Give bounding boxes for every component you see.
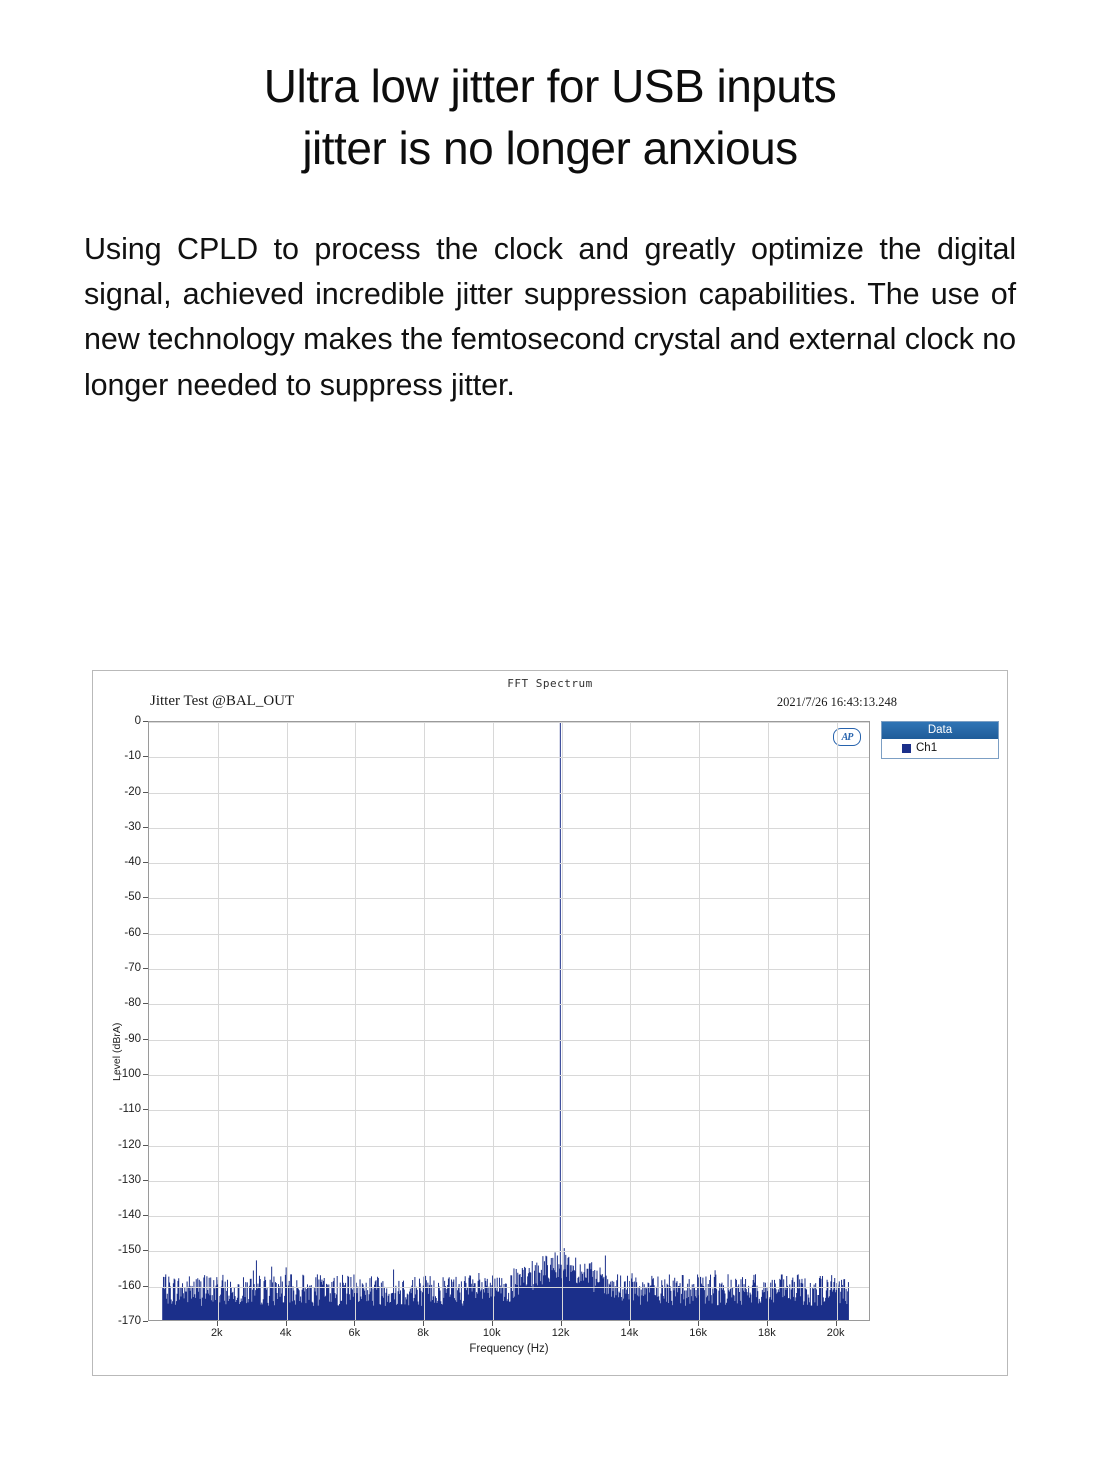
y-tick-label: -160	[117, 1279, 141, 1292]
legend-swatch-ch1	[902, 744, 911, 753]
page-title	[0, 0, 1100, 179]
y-tick-label: -50	[124, 891, 141, 904]
y-tick-mark	[143, 827, 148, 828]
legend	[881, 721, 999, 759]
page-title-line-2: jitter is no longer anxious	[302, 122, 798, 175]
y-tick-mark	[143, 721, 148, 722]
gridline-horizontal	[149, 1181, 869, 1182]
y-tick-label: -140	[117, 1209, 141, 1222]
y-tick-mark	[143, 1286, 148, 1287]
gridline-horizontal	[149, 934, 869, 935]
y-tick-label: -80	[124, 997, 141, 1010]
x-tick-mark	[767, 1321, 768, 1326]
y-tick-mark	[143, 1321, 148, 1322]
y-tick-label: -150	[117, 1244, 141, 1257]
x-tick-mark	[561, 1321, 562, 1326]
gridline-horizontal	[149, 969, 869, 970]
y-tick-mark	[143, 968, 148, 969]
gridline-horizontal	[149, 1216, 869, 1217]
y-tick-label: -10	[124, 750, 141, 763]
y-tick-mark	[143, 1180, 148, 1181]
page-title-line-1: Ultra low jitter for USB inputs	[263, 60, 837, 112]
x-tick-label: 8k	[417, 1327, 429, 1339]
gridline-horizontal	[149, 1075, 869, 1076]
gridline-horizontal	[149, 863, 869, 864]
x-axis-label: Frequency (Hz)	[469, 1343, 549, 1355]
body-paragraph: Using CPLD to process the clock and greatly optimize the digital signal, achieved incredible jitter suppression capabilities. The use of new technology makes the femtosecond crystal and external clock no longer needed to suppress jitter.	[84, 232, 1016, 402]
chart-measurement-label: Jitter Test @BAL_OUT	[150, 693, 295, 709]
gridline-vertical	[424, 722, 425, 1320]
gridline-vertical	[287, 722, 288, 1320]
legend-item	[882, 739, 998, 758]
gridline-vertical	[699, 722, 700, 1320]
y-tick-label: 0	[134, 715, 141, 727]
x-tick-mark	[354, 1321, 355, 1326]
y-tick-label: -40	[124, 856, 141, 869]
gridline-vertical	[837, 722, 838, 1320]
gridline-horizontal	[149, 1287, 869, 1288]
legend-header: Data	[882, 722, 998, 739]
y-tick-label: -110	[118, 1103, 141, 1116]
gridline-vertical	[218, 722, 219, 1320]
plot-area	[148, 721, 870, 1321]
x-tick-label: 18k	[757, 1327, 776, 1339]
gridline-horizontal	[149, 828, 869, 829]
y-tick-label: -130	[117, 1173, 141, 1186]
gridline-vertical	[493, 722, 494, 1320]
y-tick-label: -120	[117, 1138, 141, 1151]
y-tick-label: -30	[124, 820, 141, 833]
y-tick-label: -20	[124, 785, 141, 798]
x-tick-label: 14k	[620, 1327, 639, 1339]
x-tick-label: 10k	[482, 1327, 501, 1339]
y-tick-mark	[143, 1074, 148, 1075]
gridline-horizontal	[149, 1004, 869, 1005]
y-tick-mark	[143, 1109, 148, 1110]
x-tick-mark	[629, 1321, 630, 1326]
gridline-horizontal	[149, 1110, 869, 1111]
y-tick-label: -100	[117, 1067, 141, 1080]
gridline-horizontal	[149, 1251, 869, 1252]
y-tick-mark	[143, 1215, 148, 1216]
y-tick-mark	[143, 1145, 148, 1146]
y-tick-mark	[143, 792, 148, 793]
y-tick-label: -170	[117, 1315, 141, 1327]
gridline-vertical	[768, 722, 769, 1320]
chart-timestamp: 2021/7/26 16:43:13.248	[776, 695, 897, 709]
y-tick-mark	[143, 1250, 148, 1251]
y-tick-mark	[143, 1039, 148, 1040]
x-tick-label: 4k	[279, 1327, 292, 1339]
x-tick-mark	[423, 1321, 424, 1326]
gridline-horizontal	[149, 1040, 869, 1041]
gridline-horizontal	[149, 1146, 869, 1147]
x-tick-mark	[492, 1321, 493, 1326]
x-tick-label: 20k	[826, 1327, 845, 1339]
x-tick-label: 2k	[210, 1327, 223, 1339]
x-tick-mark	[836, 1321, 837, 1326]
x-tick-label: 16k	[689, 1327, 707, 1339]
x-tick-mark	[698, 1321, 699, 1326]
gridline-vertical	[630, 722, 631, 1320]
ap-logo-icon: AP	[833, 728, 861, 746]
gridline-horizontal	[149, 898, 869, 899]
y-axis-label: Level (dBrA)	[111, 1022, 123, 1081]
x-tick-label: 12k	[551, 1327, 570, 1339]
gridline-vertical	[355, 722, 356, 1320]
y-tick-mark	[143, 933, 148, 934]
x-tick-mark	[286, 1321, 287, 1326]
y-tick-label: -60	[124, 926, 141, 939]
y-tick-mark	[143, 1003, 148, 1004]
x-tick-mark	[217, 1321, 218, 1326]
gridline-vertical	[562, 722, 563, 1320]
y-tick-label: -70	[124, 962, 141, 975]
chart-title: FFT Spectrum	[507, 677, 593, 690]
y-tick-mark	[143, 862, 148, 863]
y-tick-mark	[143, 897, 148, 898]
gridline-horizontal	[149, 722, 869, 723]
x-tick-label: 6k	[348, 1327, 361, 1339]
legend-label-ch1: Ch1	[916, 742, 938, 754]
fft-spectrum-chart	[92, 670, 1008, 1376]
y-tick-mark	[143, 756, 148, 757]
spectrum-trace	[149, 722, 869, 1320]
gridline-horizontal	[149, 793, 869, 794]
y-tick-label: -90	[124, 1032, 141, 1045]
gridline-horizontal	[149, 757, 869, 758]
